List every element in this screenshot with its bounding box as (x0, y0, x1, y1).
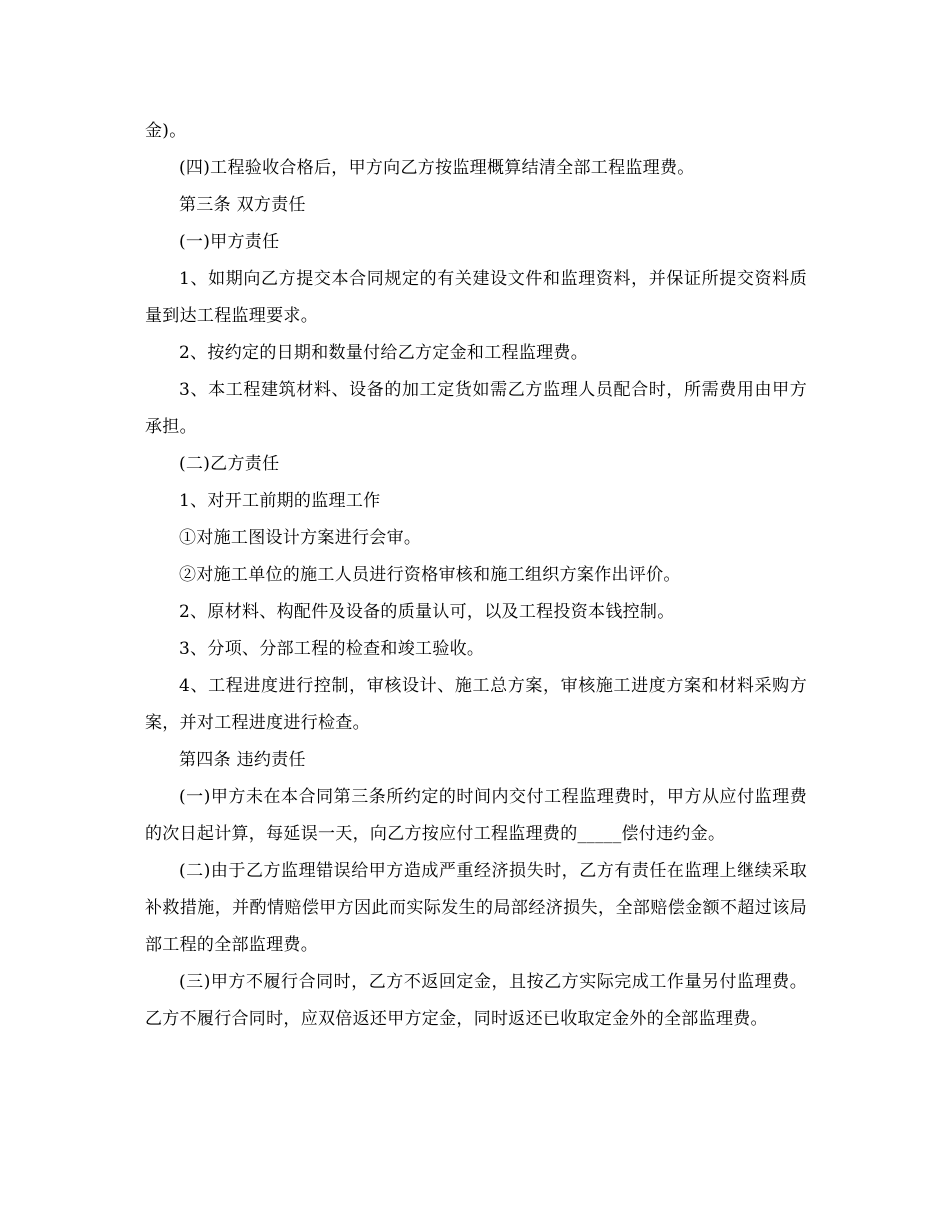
article-3-heading: 第三条 双方责任 (179, 195, 306, 215)
party-b-item-2: 2、原材料、构配件及设备的质量认可，以及工程投资本钱控制。 (179, 602, 675, 622)
paragraph-continuation: 金)。 (145, 121, 187, 141)
article-4-heading: 第四条 违约责任 (179, 750, 306, 770)
breach-clause-3: (三)甲方不履行合同时，乙方不返回定金，且按乙方实际完成工作量另付监理费。乙方不履行合同时，应双倍返还甲方定金，同时返还已收取定金外的全部监理费。 (145, 972, 807, 1029)
party-a-responsibility-heading: (一)甲方责任 (179, 232, 280, 252)
party-a-item-2: 2、按约定的日期和数量付给乙方定金和工程监理费。 (179, 343, 589, 363)
party-b-item-1-sub-1: ①对施工图设计方案进行会审。 (179, 528, 422, 548)
party-b-item-3: 3、分项、分部工程的检查和竣工验收。 (179, 639, 485, 659)
party-a-item-1: 1、如期向乙方提交本合同规定的有关建设文件和监理资料，并保证所提交资料质量到达工程监理要求。 (145, 269, 807, 326)
party-b-item-4: 4、工程进度进行控制，审核设计、施工总方案，审核施工进度方案和材料采购方案，并对工程进度进行检查。 (145, 676, 807, 733)
party-b-item-1-sub-2: ②对施工单位的施工人员进行资格审核和施工组织方案作出评价。 (179, 565, 681, 585)
document-body (145, 113, 807, 1038)
party-b-item-1: 1、对开工前期的监理工作 (179, 491, 381, 511)
breach-clause-1: (一)甲方未在本合同第三条所约定的时间内交付工程监理费时，甲方从应付监理费的次日起计算，每延误一天，向乙方按应付工程监理费的_____偿付违约金。 (145, 787, 807, 844)
breach-clause-2: (二)由于乙方监理错误给甲方造成严重经济损失时，乙方有责任在监理上继续采取补救措施，并酌情赔偿甲方因此而实际发生的局部经济损失，全部赔偿金额不超过该局部工程的全部监理费。 (145, 861, 807, 955)
party-b-responsibility-heading: (二)乙方责任 (179, 454, 280, 474)
paragraph-clause-4: (四)工程验收合格后，甲方向乙方按监理概算结清全部工程监理费。 (179, 158, 695, 178)
party-a-item-3: 3、本工程建筑材料、设备的加工定货如需乙方监理人员配合时，所需费用由甲方承担。 (145, 380, 807, 437)
